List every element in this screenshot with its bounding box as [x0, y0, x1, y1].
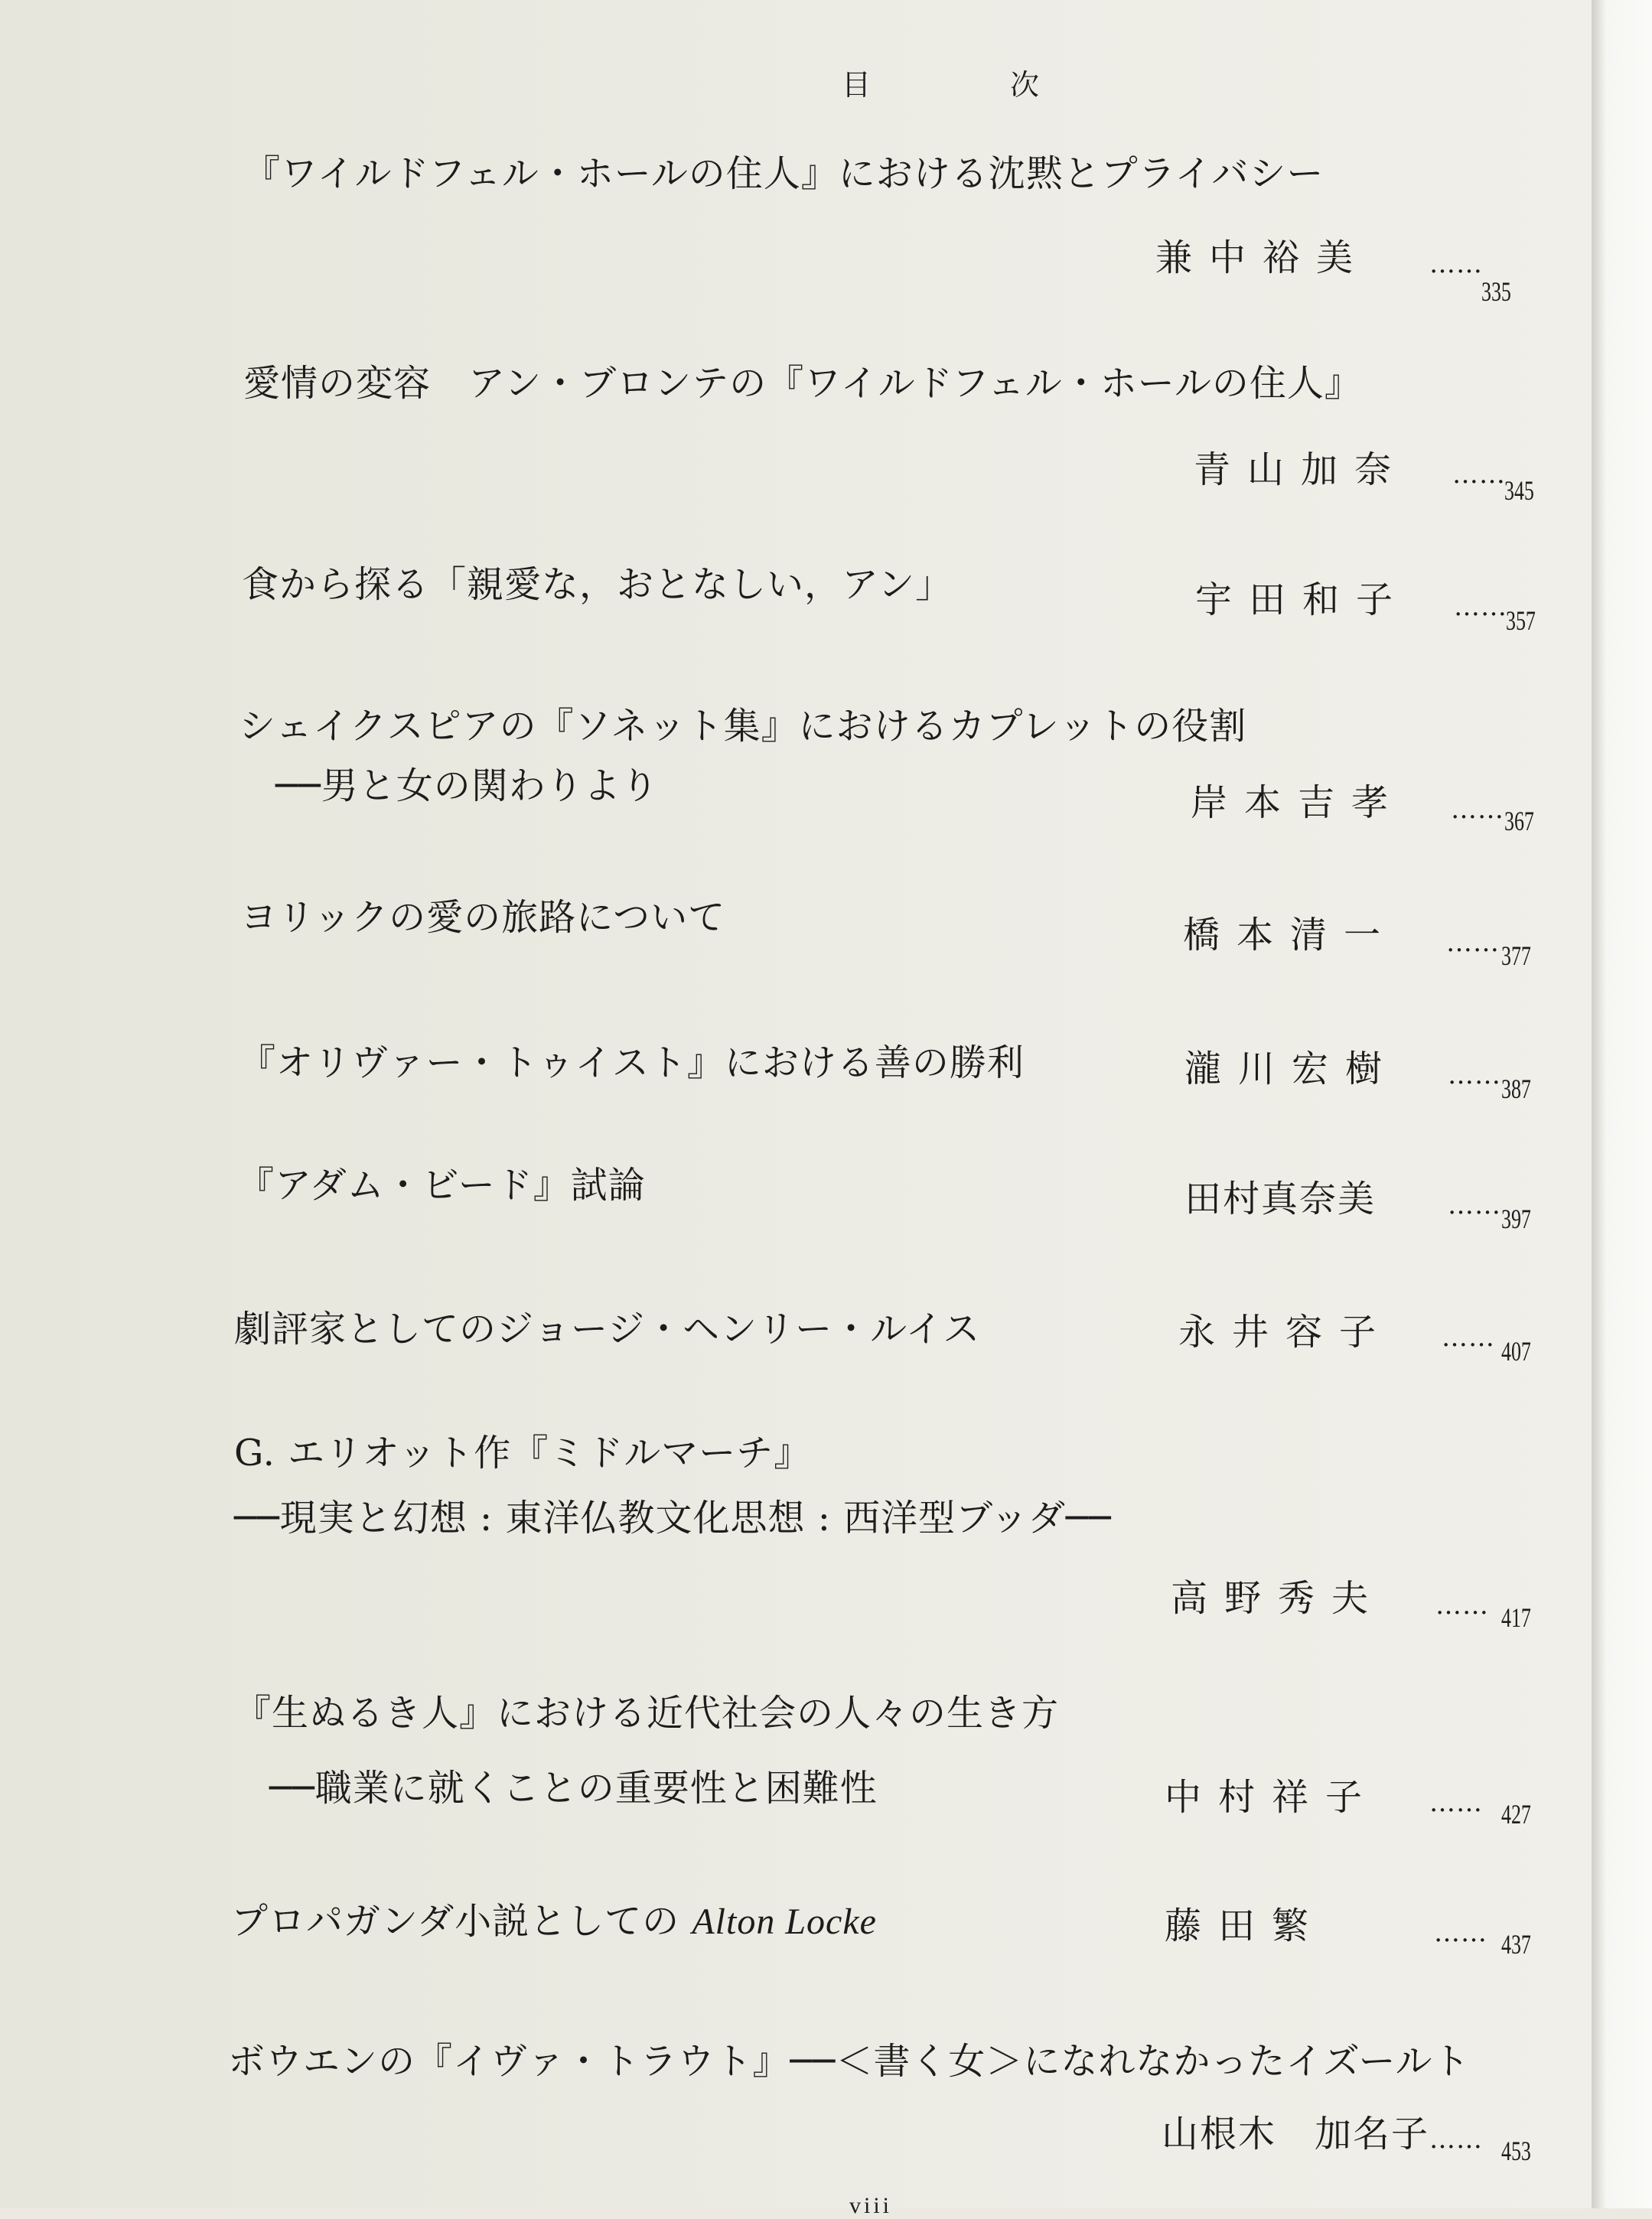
toc-entry-page: 417 — [1501, 1602, 1531, 1633]
toc-entry-leader: …… — [1454, 591, 1507, 622]
toc-entry-title: 『アダム・ビード』試論 — [237, 1164, 646, 1207]
toc-entry-leader: …… — [1448, 1190, 1501, 1220]
toc-entry-author: 青山加奈 — [1194, 448, 1409, 491]
toc-entry-leader: …… — [1448, 1060, 1501, 1090]
toc-entry-subtitle: ──男と女の関わりより — [275, 764, 659, 807]
toc-entry-title: G. エリオット作『ミドルマーチ』 — [234, 1432, 812, 1474]
toc-entry-title: 食から探る「親愛な，おとなしい，アン」 — [242, 563, 953, 606]
toc-entry-page: 335 — [1481, 276, 1511, 307]
toc-entry-subtitle: ──職業に就くことの重要性と困難性 — [269, 1767, 878, 1810]
toc-entry-author: 中村祥子 — [1165, 1776, 1380, 1819]
toc-entry-page: 427 — [1501, 1799, 1531, 1830]
toc-entry-title: ボウエンの『イヴァ・トラウト』──＜書く女＞になれなかったイズールト — [228, 2040, 1471, 2083]
toc-entry-author: 兼中裕美 — [1155, 236, 1370, 279]
toc-entry-page: 377 — [1501, 940, 1531, 971]
heading-char-2: 次 — [1009, 68, 1041, 102]
toc-entry-leader: …… — [1434, 1918, 1487, 1948]
toc-entry-subtitle: ──現実と幻想 : 東洋仏教文化思想 : 西洋型ブッダ── — [234, 1497, 1112, 1540]
toc-entry-page: 367 — [1504, 806, 1534, 836]
toc-entry-title: 愛情の変容 アン・ブロンテの『ワイルドフェル・ホールの住人』 — [243, 362, 1362, 405]
page-edge — [1592, 0, 1652, 2208]
toc-entry-leader: …… — [1446, 927, 1500, 958]
toc-entry-title: 『ワイルドフェル・ホールの住人』における沈黙とプライバシー — [243, 152, 1325, 195]
toc-entry-page: 407 — [1501, 1336, 1531, 1367]
toc-entry-title-italic: Alton Locke — [692, 1901, 877, 1942]
toc-entry-title: ヨリックの愛の旅路について — [240, 896, 726, 939]
toc-entry-title-text: プロパガンダ小説としての — [231, 1900, 680, 1943]
toc-entry-author: 永井容子 — [1178, 1311, 1393, 1354]
toc-entry-page: 387 — [1501, 1074, 1531, 1104]
toc-entry-title: 『オリヴァー・トゥイスト』における善の勝利 — [239, 1041, 1025, 1084]
toc-entry-author: 橋本清一 — [1183, 914, 1398, 956]
toc-heading — [842, 61, 1041, 103]
toc-entry-leader: …… — [1452, 459, 1506, 490]
toc-entry-author: 宇田和子 — [1195, 578, 1410, 621]
toc-entry-leader: …… — [1451, 794, 1504, 825]
toc-entry-title: 劇評家としてのジョージ・ヘンリー・ルイス — [234, 1308, 981, 1351]
toc-entry-title — [231, 1892, 877, 1944]
toc-entry-author: 瀧川宏樹 — [1184, 1048, 1399, 1090]
page-folio: viii — [849, 2193, 893, 2218]
toc-entry-page: 453 — [1501, 2136, 1531, 2166]
toc-entry-author: 藤田繁 — [1165, 1905, 1326, 1947]
toc-entry-page: 437 — [1501, 1929, 1531, 1960]
toc-entry-leader: …… — [1442, 1322, 1495, 1353]
toc-entry-author: 田村真奈美 — [1184, 1178, 1377, 1220]
toc-entry-leader: …… — [1429, 1787, 1483, 1818]
toc-entry-author: 岸本吉孝 — [1191, 781, 1406, 824]
toc-entry-title: 『生ぬるき人』における近代社会の人々の生き方 — [234, 1692, 1060, 1735]
toc-entry-page: 345 — [1504, 475, 1534, 506]
toc-entry-title: シェイクスピアの『ソネット集』におけるカプレットの役割 — [239, 705, 1247, 748]
toc-entry-author: 高野秀夫 — [1171, 1577, 1386, 1620]
toc-entry-leader: …… — [1429, 2124, 1483, 2155]
toc-entry-leader: …… — [1435, 1590, 1489, 1621]
toc-entry-page: 357 — [1506, 605, 1536, 636]
heading-char-1: 目 — [842, 68, 873, 102]
toc-entry-page: 397 — [1501, 1204, 1531, 1234]
toc-entry-leader: …… — [1429, 249, 1483, 279]
toc-entry-author: 山根木 加名子 — [1162, 2113, 1430, 2155]
